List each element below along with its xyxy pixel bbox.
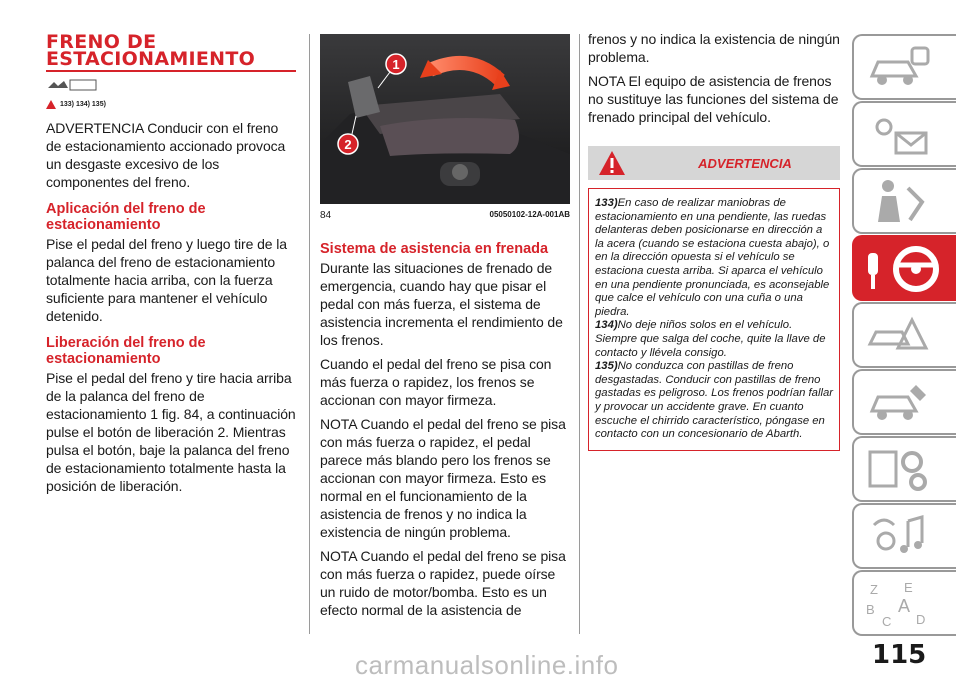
tab-maintenance[interactable] bbox=[852, 369, 956, 435]
parking-brake-illustration bbox=[320, 34, 570, 204]
warning-lights-icon bbox=[864, 109, 934, 159]
car-info-icon bbox=[864, 42, 934, 92]
column-left bbox=[46, 0, 296, 495]
svg-text:Z: Z bbox=[870, 582, 878, 597]
warning-item-number: 134) bbox=[595, 319, 618, 332]
column-divider bbox=[309, 34, 310, 634]
section-title bbox=[46, 31, 296, 72]
svg-text:D: D bbox=[916, 612, 926, 627]
warning-item bbox=[595, 360, 833, 442]
figure-code: 05050102-12A-001AB bbox=[489, 210, 570, 219]
assist-p1: Durante las situaciones de frenado de emergencia, cuando hay que pisar el pedal con más fuerza, el sistema de asistencia incrementa el rendimiento de los frenos. bbox=[320, 260, 563, 348]
warning-box bbox=[588, 188, 840, 451]
assist-p2: Cuando el pedal del freno se pisa con más fuerza o rapidez, los frenos se accionan con mayor firmeza. bbox=[320, 356, 552, 408]
multimedia-icon bbox=[864, 511, 934, 561]
refs-text: 133) 134) 135) bbox=[60, 101, 106, 108]
section-title-line2: ESTACIONAMIENTO bbox=[46, 51, 296, 72]
svg-text:B: B bbox=[866, 602, 875, 617]
warning-item bbox=[595, 319, 833, 360]
warning-refs bbox=[46, 100, 296, 109]
tab-index[interactable] bbox=[852, 570, 956, 636]
safety-airbag-icon bbox=[864, 176, 934, 226]
maintenance-car-icon bbox=[864, 377, 934, 427]
intro-text: ADVERTENCIA Conducir con el freno de estacionamiento accionado provoca un desgaste excesivo de los componentes del freno. bbox=[46, 120, 286, 190]
steering-wheel-key-icon bbox=[864, 243, 944, 297]
section-title-line1: FRENO DE bbox=[46, 31, 157, 53]
assist-p5: NOTA El equipo de asistencia de frenos no sustituye las funciones del sistema de frenado principal del vehículo. bbox=[588, 73, 839, 125]
warning-item-text: No deje niños solos en el vehículo. Siempre que salga del coche, quite la llave de contacto y llévela consigo. bbox=[595, 319, 826, 359]
warning-item-text: En caso de realizar maniobras de estacionamiento en una pendiente, las ruedas delanteras deben posicionarse en dirección a la acera (cuando se estaciona cuesta abajo), o en la dirección opuesta si el vehículo se estaciona cuesta arriba. Si aparca el vehículo en una pendiente pronunciada, es aconsejable que calce el vehículo con una cuña o una piedra. bbox=[595, 197, 830, 318]
column-right bbox=[588, 0, 840, 451]
abarth-logo-icon bbox=[46, 78, 296, 92]
warning-title: ADVERTENCIA bbox=[698, 156, 792, 171]
warning-triangle-icon bbox=[46, 100, 56, 109]
page-number: 115 bbox=[872, 640, 927, 670]
svg-text:E: E bbox=[904, 580, 913, 595]
emergency-car-icon bbox=[864, 310, 934, 360]
assist-p3: NOTA Cuando el pedal del freno se pisa con más fuerza o rapidez, el pedal parece más blando pero los frenos se accionan con mayor firmeza. Esto es normal en el funcionamiento de la asistencia de frenos y no indica la existencia de ningún problema. bbox=[320, 416, 566, 540]
callout-2: 2 bbox=[344, 137, 352, 152]
svg-text:A: A bbox=[898, 596, 911, 616]
release-heading: Liberación del freno de estacionamiento bbox=[46, 335, 206, 367]
figure-number: 84 bbox=[320, 210, 332, 221]
warning-item bbox=[595, 197, 833, 319]
column-middle bbox=[320, 0, 570, 619]
technical-data-gears-icon bbox=[864, 444, 934, 494]
svg-text:C: C bbox=[882, 614, 892, 628]
assist-heading: Sistema de asistencia en frenada bbox=[320, 241, 549, 257]
column-divider bbox=[579, 34, 580, 634]
figure-caption bbox=[320, 210, 570, 221]
watermark: carmanualsonline.info bbox=[355, 650, 619, 680]
warning-item-number: 133) bbox=[595, 197, 618, 209]
tab-emergency[interactable] bbox=[852, 302, 956, 368]
alphabetical-index-icon bbox=[864, 578, 934, 628]
release-text: Pise el pedal del freno y tire hacia arriba de la palanca del freno de estacionamiento 1 fig. 84, a continuación pulse el botón de liberación 2. Mientras pulsa el botón, baje la palanca del freno de estacionamiento totalmente hasta la posición de liberación. bbox=[46, 370, 296, 494]
apply-text: Pise el pedal del freno y luego tire de la palanca del freno de estacionamiento totalmente hacia arriba, con la fuerza suficiente para mantener el vehículo detenido. bbox=[46, 236, 287, 324]
warning-triangle-icon bbox=[598, 150, 626, 176]
tab-warning-lights[interactable] bbox=[852, 101, 956, 167]
tab-safety[interactable] bbox=[852, 168, 956, 234]
assist-p4-cont: frenos y no indica la existencia de ningún problema. bbox=[588, 31, 840, 65]
parking-brake-figure bbox=[320, 34, 570, 204]
tab-car-info[interactable] bbox=[852, 34, 956, 100]
tab-multimedia[interactable] bbox=[852, 503, 956, 569]
callout-1: 1 bbox=[392, 57, 400, 72]
assist-p4: NOTA Cuando el pedal del freno se pisa con más fuerza o rapidez, puede oírse un ruido de motor/bomba. Esto es un efecto normal de la asistencia de bbox=[320, 548, 566, 618]
warning-item-text: No conduzca con pastillas de freno desgastadas. Conducir con pastillas de freno gastadas es peligroso. Los frenos podrían fallar y provocar un accidente grave. En cuanto escuche el chirrido característico, póngase en contacto con un concesionario de Abarth. bbox=[595, 360, 834, 441]
apply-heading: Aplicación del freno de estacionamiento bbox=[46, 201, 206, 233]
tab-starting-driving[interactable] bbox=[852, 235, 956, 301]
warning-item-number: 135) bbox=[595, 360, 618, 373]
tab-technical-data[interactable] bbox=[852, 436, 956, 502]
warning-header bbox=[588, 146, 840, 180]
